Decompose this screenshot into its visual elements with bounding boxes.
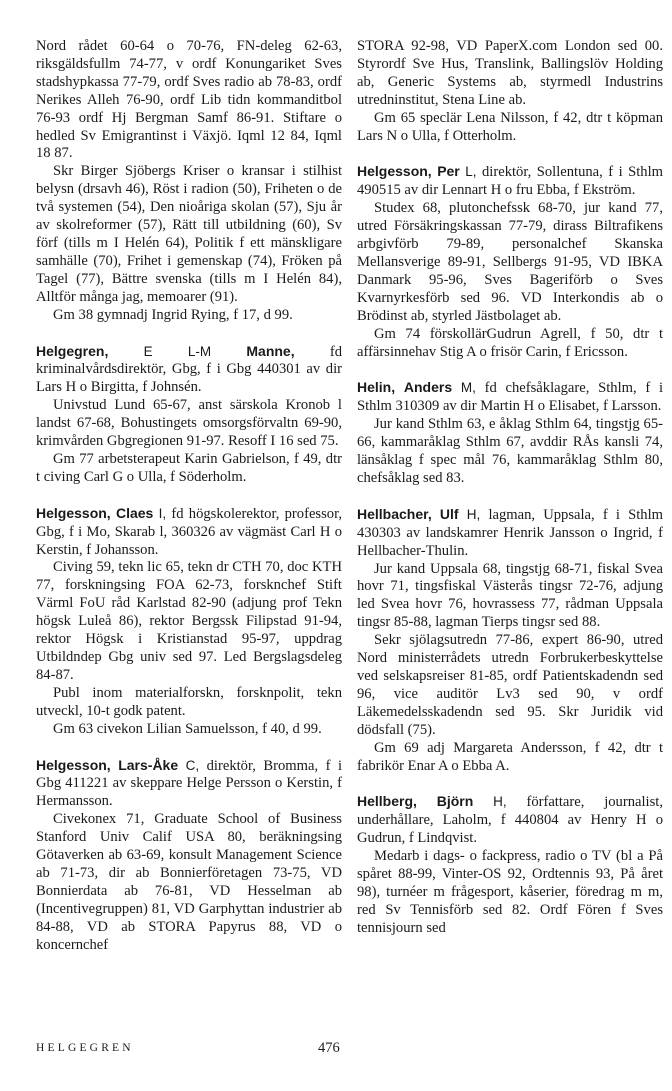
entry-given-names: H, [466, 506, 481, 522]
entry-career: Medarb i dags- o fackpress, radio o TV (bl a På spåret 88-99, Vinter-OS 92, Ordtennis 93, På året 98), turnéer m frågesport, kåserier, föredrag m m, red Sv Tennisförb sed 82. Ordf Fören f Sves tennisjourn sed [357, 848, 663, 936]
entry-header [357, 793, 663, 848]
entry-summary: direktör, Bromma, f i Gbg 411221 av skeppare Helge Persson o Kerstin, f Hermansson. [36, 757, 342, 810]
entry-career: Jur kand Sthlm 63, e åklag Sthlm 64, tingstjg 65-66, kammaråklag Sthlm 67, avddir RÅs kansli 74, länsåklag f spec mål 76, kammaråklag Sthlm 80, chefsåklag sed 83. [357, 416, 663, 486]
entry-callname: Manne, [246, 342, 295, 359]
entry-callname: Claes [115, 504, 154, 521]
entry-callname: Per [437, 163, 460, 180]
entry-helgesson-claes [36, 505, 342, 739]
entry-surname: Hellbacher, [357, 505, 432, 522]
entry-assignments: Sekr sjölagsutredn 77-86, expert 86-90, utred Nord ministerrådets utredn Forbrukerbeskyttelse ved selskapsreiser 81-85, ordf Patientskadendn sed 96, vice auditör Lv3 sed 90, v ordf Läkemedelsskadendn sed 95. Skr Juridik vid dödsfall (75). [357, 632, 663, 738]
entry-surname: Helin, [357, 379, 396, 396]
entry-summary: fd högskolerektor, professor, Gbg, f i Mo, Skarab l, 360326 av vägmäst Carl H o Kerstin, f Johansson. [36, 505, 343, 558]
entry-header [36, 343, 342, 398]
entry-given-names: I, [158, 505, 167, 521]
continued-entry-writings: Skr Birger Sjöbergs Kriser o kransar i stilhist belysn (drsavh 46), Röst i radion (50), Friheten o de två systemen (54), Den nioåriga skolan (57), Sju år av skolreformer (57), Rätt till utbildning (60), Sv förf (tills m I Helén 64), Politik f ett mänskligare samhälle (70), Frihet i gemenskap (74), Fröken på Tagel (77), Bättre svenska (tills m I Helén 84), Alltför många jag, memoarer (91). [36, 163, 342, 305]
entry-header [357, 506, 663, 561]
entry-surname: Hellberg, [357, 793, 417, 810]
entry-given-names: L, [465, 164, 477, 180]
entry-summary: lagman, Uppsala, f i Sthlm 430303 av landskamrer Henrik Jansson o Ingrid, f Hellbacher-Thulin. [357, 506, 663, 559]
entry-marriage: Gm 63 civekon Lilian Samuelsson, f 40, d 99. [53, 720, 322, 737]
entry-header [357, 163, 663, 200]
entry-summary: direktör, Sollentuna, f i Sthlm 490515 av dir Lennart H o fru Ebba, f Ekström. [357, 164, 664, 199]
entry-helgegren-manne [36, 343, 342, 487]
entry-header [357, 379, 663, 416]
right-column [357, 38, 663, 938]
entry-career: Univstud Lund 65-67, anst särskola Kronob l landst 67-68, Bohustingets omsorgsförvaltn 69-90, krimvården Gbgregionen 91-97. Resoff I 16 sed 75. [36, 397, 342, 450]
entry-marriage: Gm 74 förskollärGudrun Agrell, f 50, dtr t affärsinnehav Stig A o frisör Carin, f Ericsson. [357, 325, 663, 360]
left-column [36, 38, 342, 955]
entry-marriage: Gm 77 arbetsterapeut Karin Gabrielson, f 49, dtr t civing Carl G o Ulla, f Söderholm. [36, 450, 342, 485]
entry-helin-anders [357, 379, 663, 487]
entry-given-names: E L-M [143, 343, 212, 359]
continued-entry-text: STORA 92-98, VD PaperX.com London sed 00. Styrordf Sve Hus, Translink, Ballingslöv Holding ab, Generic Systems ab, styrmedl Industrins utredninstitut, Stena Line ab. [357, 38, 663, 108]
entry-summary: fd kriminalvårdsdirektör, Gbg, f i Gbg 440301 av dir Lars H o Birgitta, f Johnsén. [36, 343, 342, 396]
entry-hellberg-bjorn [357, 793, 663, 937]
continued-entry-text: Nord rådet 60-64 o 70-76, FN-deleg 62-63, riksgäldsfullm 74-77, v ordf Konungariket Sves stadshypkassa 77-79, ordf Sves radio ab 78-83, ordf Nerikes Alleh 76-90, ordf Lib tidn kommanditbol 76-93 ordf Hj Bergman Samf 86-91. Stiftare o hedled Sv Emigrantinst i Växjö. Iqml 12 84, Iqml 18 87. [36, 38, 342, 162]
entry-helgesson-per [357, 163, 663, 361]
entry-marriage: Gm 69 adj Margareta Andersson, f 42, dtr t fabrikör Enar A o Ebba A. [357, 739, 663, 774]
entry-surname: Helgegren, [36, 342, 109, 359]
entry-surname: Helgesson, [36, 504, 111, 521]
entry-callname: Anders [403, 379, 453, 396]
entry-career: Jur kand Uppsala 68, tingstjg 68-71, fiskal Svea hovr 71, tingsfiskal Västerås tingsr 72-76, adjung led Svea hovr 76, hovrassess 77, rådman Uppsala tingsr 85-88, lagman Tierps tingsr sed 88. [357, 560, 663, 631]
continued-entry-marriage: Gm 65 speclär Lena Nilsson, f 42, dtr t köpman Lars N o Ulla, f Otterholm. [357, 109, 663, 144]
entry-callname: Lars-Åke [118, 756, 179, 773]
entry-career: Civekonex 71, Graduate School of Business Stanford Univ Calif USA 80, beräkningsing Götaverken ab 63-69, konsult Management Science ab 71-73, dir ab Bonnierföretagen 73-75, VD Bonnierdata ab 76-81, VD Hesselman ab (Incentivegruppen) 81, VD Garphyttan industrier ab 84-88, VD ab STORA Papyrus 88, VD o koncernchef [36, 811, 342, 953]
running-head: HELGEGREN [36, 1042, 134, 1054]
entry-publications: Publ inom materialforskn, forsknpolit, tekn utveckl, 10-t godk patent. [36, 684, 342, 719]
entry-header [36, 505, 342, 560]
entry-callname: Ulf [439, 505, 459, 522]
entry-career: Studex 68, plutonchefssk 68-70, jur kand 77, utred Försäkringskassan 77-79, dirass Biltrafikens arbgivförb 79-89, personalchef Skanska Mellansverige 89-91, Sellbergs 91-95, VD IBKA Danmark 95-96, Sves Bageriförb o Sves Kvarnyrkesförb sed 96. VD Interkondis ab o Brödinst ab, styrled Jästbolaget ab. [357, 200, 663, 324]
entry-summary: fd chefsåklagare, Sthlm, f i Sthlm 310309 av dir Martin H o Elisabet, f Larsson. [357, 380, 664, 415]
entry-given-names: C, [185, 757, 200, 773]
continued-entry-marriage: Gm 38 gymnadj Ingrid Rying, f 17, d 99. [53, 306, 293, 323]
entry-surname: Helgesson, [357, 163, 432, 180]
entry-given-names: H, [493, 794, 507, 810]
entry-career: Civing 59, tekn lic 65, tekn dr CTH 70, doc KTH 77, forskningsing FOA 62-73, forsknchef Stift Värml FoU råd Karlstad 82-90 (adjung prof Tekn högsk Luleå 86), rektor Bergssk Filipstad 91-94, rektor Högsk i Kristianstad 95-97, uppdrag Utbildndep Gbg univ sed 97. Led Bergslagsdeleg 84-87. [36, 559, 342, 683]
entry-helgesson-lars-ake [36, 757, 342, 955]
entry-hellbacher-ulf [357, 506, 663, 776]
entry-given-names: M, [460, 380, 476, 396]
entry-header [36, 757, 342, 812]
entry-surname: Helgesson, [36, 756, 111, 773]
entry-callname: Björn [436, 793, 474, 810]
entry-summary: författare, journalist, underhållare, Laholm, f 440804 av Henry H o Gudrun, f Lindqvist. [357, 794, 663, 847]
page-number: 476 [318, 1040, 340, 1056]
